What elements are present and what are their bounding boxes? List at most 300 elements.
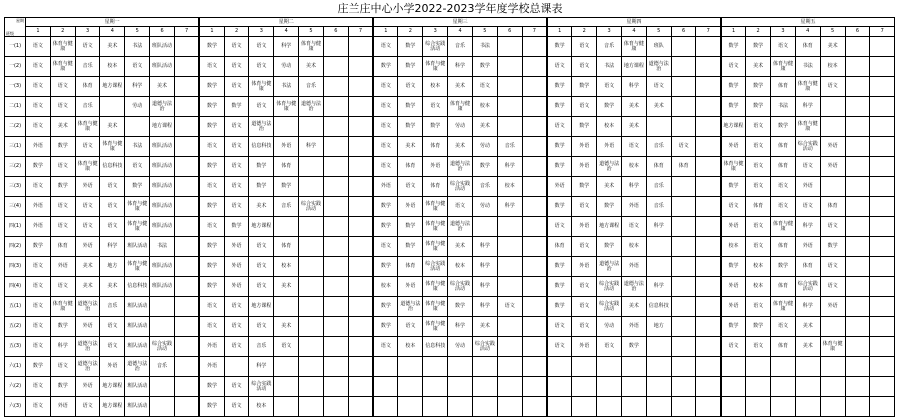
lesson-cell: 语文 xyxy=(100,217,125,237)
lesson-cell: 体育 xyxy=(398,257,423,277)
lesson-cell: 综合实践活动 xyxy=(299,197,324,217)
lesson-cell: 语文 xyxy=(100,317,125,337)
lesson-cell xyxy=(174,357,199,377)
lesson-cell xyxy=(348,337,373,357)
lesson-cell: 语文 xyxy=(50,217,75,237)
lesson-cell: 语文 xyxy=(26,257,51,277)
lesson-cell: 语文 xyxy=(721,337,746,357)
lesson-cell xyxy=(497,117,522,137)
period-number: 4 xyxy=(795,27,820,37)
period-number: 5 xyxy=(299,27,324,37)
lesson-cell xyxy=(522,37,547,57)
lesson-cell: 科学 xyxy=(125,77,150,97)
lesson-cell xyxy=(522,217,547,237)
lesson-cell: 外语 xyxy=(820,157,845,177)
class-label: 四(4) xyxy=(5,277,26,297)
lesson-cell: 书法 xyxy=(125,137,150,157)
lesson-cell xyxy=(870,257,895,277)
lesson-cell: 语文 xyxy=(50,277,75,297)
lesson-cell: 语文 xyxy=(497,297,522,317)
lesson-cell: 数学 xyxy=(572,117,597,137)
lesson-cell: 地方 xyxy=(100,257,125,277)
lesson-cell xyxy=(348,57,373,77)
period-number: 4 xyxy=(274,27,299,37)
lesson-cell: 语文 xyxy=(199,297,224,317)
lesson-cell: 语文 xyxy=(50,357,75,377)
lesson-cell: 音乐 xyxy=(646,197,671,217)
lesson-cell xyxy=(671,297,696,317)
lesson-cell: 体育与健康 xyxy=(125,197,150,217)
lesson-cell xyxy=(671,177,696,197)
lesson-cell: 语文 xyxy=(572,297,597,317)
lesson-cell: 美术 xyxy=(100,117,125,137)
lesson-cell: 数学 xyxy=(547,197,572,217)
lesson-cell xyxy=(348,117,373,137)
lesson-cell: 体育 xyxy=(795,37,820,57)
lesson-cell: 体育与健康 xyxy=(249,77,274,97)
lesson-cell xyxy=(373,377,398,397)
lesson-cell: 数学 xyxy=(199,237,224,257)
lesson-cell: 道德与法治 xyxy=(448,217,473,237)
lesson-cell xyxy=(174,217,199,237)
lesson-cell: 美术 xyxy=(75,257,100,277)
lesson-cell: 外语 xyxy=(721,297,746,317)
lesson-cell xyxy=(696,357,721,377)
lesson-cell: 综合实践活动 xyxy=(795,137,820,157)
lesson-cell xyxy=(497,257,522,277)
lesson-cell xyxy=(323,137,348,157)
lesson-cell: 语文 xyxy=(199,317,224,337)
lesson-cell: 综合实践活动 xyxy=(597,297,622,317)
lesson-cell: 班队活动 xyxy=(150,137,175,157)
lesson-cell xyxy=(597,377,622,397)
lesson-cell: 数学 xyxy=(547,297,572,317)
lesson-cell: 数学 xyxy=(721,177,746,197)
lesson-cell: 体育与健康 xyxy=(771,297,796,317)
lesson-cell xyxy=(547,377,572,397)
lesson-cell: 语文 xyxy=(820,217,845,237)
lesson-cell: 语文 xyxy=(100,197,125,217)
lesson-cell xyxy=(845,197,870,217)
class-row xyxy=(5,77,895,97)
lesson-cell: 外语 xyxy=(50,257,75,277)
lesson-cell: 数学 xyxy=(547,97,572,117)
lesson-cell: 班队活动 xyxy=(150,197,175,217)
lesson-cell: 体育与健康 xyxy=(820,337,845,357)
lesson-cell: 科学 xyxy=(50,337,75,357)
lesson-cell: 综合实践活动 xyxy=(150,337,175,357)
lesson-cell: 语文 xyxy=(547,317,572,337)
lesson-cell: 综合实践活动 xyxy=(448,177,473,197)
lesson-cell: 校本 xyxy=(721,237,746,257)
lesson-cell: 数学 xyxy=(274,177,299,197)
lesson-cell xyxy=(323,77,348,97)
lesson-cell: 数学 xyxy=(199,97,224,117)
lesson-cell: 语文 xyxy=(423,97,448,117)
lesson-cell xyxy=(870,377,895,397)
lesson-cell xyxy=(522,277,547,297)
lesson-cell: 道德与法治 xyxy=(75,297,100,317)
lesson-cell: 音乐 xyxy=(646,137,671,157)
lesson-cell: 数学 xyxy=(721,37,746,57)
period-number: 4 xyxy=(100,27,125,37)
lesson-cell: 美术 xyxy=(746,57,771,77)
lesson-cell xyxy=(820,117,845,137)
lesson-cell: 外语 xyxy=(26,137,51,157)
lesson-cell xyxy=(671,197,696,217)
lesson-cell: 外语 xyxy=(572,157,597,177)
lesson-cell: 语文 xyxy=(224,37,249,57)
lesson-cell xyxy=(597,357,622,377)
lesson-cell: 音乐 xyxy=(448,37,473,57)
lesson-cell: 音乐 xyxy=(597,37,622,57)
lesson-cell: 体育与健康 xyxy=(721,157,746,177)
lesson-cell xyxy=(448,357,473,377)
lesson-cell: 数学 xyxy=(721,317,746,337)
lesson-cell: 语文 xyxy=(771,197,796,217)
lesson-cell xyxy=(671,237,696,257)
lesson-cell: 书法 xyxy=(125,37,150,57)
lesson-cell: 外语 xyxy=(224,277,249,297)
period-number: 4 xyxy=(622,27,647,37)
lesson-cell: 语文 xyxy=(721,57,746,77)
lesson-cell: 道德与法治 xyxy=(646,57,671,77)
lesson-cell: 科学 xyxy=(622,77,647,97)
lesson-cell: 班队活动 xyxy=(150,177,175,197)
lesson-cell: 数学 xyxy=(746,77,771,97)
lesson-cell: 语文 xyxy=(373,37,398,57)
lesson-cell: 语文 xyxy=(373,337,398,357)
lesson-cell: 综合实践活动 xyxy=(423,37,448,57)
lesson-cell: 数学 xyxy=(398,37,423,57)
lesson-cell: 美术 xyxy=(249,197,274,217)
lesson-cell: 数学 xyxy=(448,297,473,317)
lesson-cell xyxy=(299,277,324,297)
lesson-cell: 地方课程 xyxy=(100,397,125,417)
lesson-cell xyxy=(423,377,448,397)
lesson-cell: 体育与健康 xyxy=(423,57,448,77)
class-label: 一(3) xyxy=(5,77,26,97)
lesson-cell xyxy=(174,77,199,97)
lesson-cell: 语文 xyxy=(572,197,597,217)
lesson-cell xyxy=(696,117,721,137)
lesson-cell xyxy=(472,357,497,377)
lesson-cell: 语文 xyxy=(398,77,423,97)
lesson-cell: 语文 xyxy=(274,337,299,357)
lesson-cell: 数学 xyxy=(746,37,771,57)
lesson-cell: 美术 xyxy=(299,57,324,77)
lesson-cell: 语文 xyxy=(373,237,398,257)
lesson-cell: 数学 xyxy=(199,37,224,57)
lesson-cell xyxy=(845,137,870,157)
lesson-cell xyxy=(870,177,895,197)
lesson-cell: 班队活动 xyxy=(150,277,175,297)
lesson-cell xyxy=(696,297,721,317)
lesson-cell xyxy=(696,337,721,357)
lesson-cell: 信息科技 xyxy=(423,337,448,357)
lesson-cell: 美术 xyxy=(622,117,647,137)
lesson-cell: 科学 xyxy=(472,297,497,317)
lesson-cell xyxy=(348,257,373,277)
lesson-cell: 体育与健康 xyxy=(423,297,448,317)
lesson-cell xyxy=(870,77,895,97)
lesson-cell: 外语 xyxy=(50,397,75,417)
lesson-cell: 劳动 xyxy=(597,317,622,337)
lesson-cell xyxy=(820,97,845,117)
lesson-cell xyxy=(646,117,671,137)
lesson-cell: 体育 xyxy=(771,237,796,257)
lesson-cell: 数学 xyxy=(26,237,51,257)
lesson-cell xyxy=(845,97,870,117)
lesson-cell: 体育与健康 xyxy=(448,97,473,117)
lesson-cell: 外语 xyxy=(721,277,746,297)
lesson-cell xyxy=(845,237,870,257)
lesson-cell: 美术 xyxy=(100,277,125,297)
lesson-cell: 语文 xyxy=(572,277,597,297)
lesson-cell xyxy=(696,317,721,337)
lesson-cell: 语文 xyxy=(26,97,51,117)
lesson-cell: 外语 xyxy=(572,137,597,157)
lesson-cell: 语文 xyxy=(646,77,671,97)
lesson-cell xyxy=(522,157,547,177)
lesson-cell: 语文 xyxy=(75,397,100,417)
lesson-cell xyxy=(845,297,870,317)
lesson-cell xyxy=(671,57,696,77)
class-label: 六(3) xyxy=(5,397,26,417)
lesson-cell: 美术 xyxy=(597,177,622,197)
period-number: 5 xyxy=(646,27,671,37)
lesson-cell: 语文 xyxy=(721,197,746,217)
lesson-cell: 美术 xyxy=(50,117,75,137)
lesson-cell: 语文 xyxy=(597,77,622,97)
class-row xyxy=(5,337,895,357)
lesson-cell: 语文 xyxy=(597,337,622,357)
lesson-cell: 道德与法治 xyxy=(448,157,473,177)
lesson-cell xyxy=(174,117,199,137)
lesson-cell: 语文 xyxy=(224,397,249,417)
lesson-cell: 数学 xyxy=(373,217,398,237)
lesson-cell: 美术 xyxy=(75,277,100,297)
lesson-cell: 外语 xyxy=(423,157,448,177)
lesson-cell: 外语 xyxy=(75,317,100,337)
lesson-cell: 语文 xyxy=(398,317,423,337)
period-number: 3 xyxy=(771,27,796,37)
lesson-cell xyxy=(522,337,547,357)
lesson-cell: 数学 xyxy=(398,217,423,237)
lesson-cell: 数学 xyxy=(771,117,796,137)
lesson-cell xyxy=(497,377,522,397)
lesson-cell xyxy=(274,117,299,137)
lesson-cell: 校本 xyxy=(472,97,497,117)
lesson-cell xyxy=(125,117,150,137)
lesson-cell xyxy=(671,117,696,137)
lesson-cell xyxy=(274,297,299,317)
lesson-cell: 体育与健康 xyxy=(75,117,100,137)
schedule-table xyxy=(4,17,895,417)
lesson-cell: 外语 xyxy=(398,277,423,297)
lesson-cell: 语文 xyxy=(224,297,249,317)
lesson-cell xyxy=(795,377,820,397)
lesson-cell xyxy=(299,357,324,377)
lesson-cell: 语文 xyxy=(671,137,696,157)
lesson-cell xyxy=(448,377,473,397)
lesson-cell: 语文 xyxy=(50,157,75,177)
lesson-cell xyxy=(696,257,721,277)
lesson-cell xyxy=(870,357,895,377)
lesson-cell xyxy=(174,237,199,257)
lesson-cell: 美术 xyxy=(274,317,299,337)
lesson-cell: 数学 xyxy=(746,317,771,337)
class-row xyxy=(5,377,895,397)
lesson-cell: 道德与法治 xyxy=(249,117,274,137)
lesson-cell: 外语 xyxy=(622,317,647,337)
lesson-cell: 语文 xyxy=(746,297,771,317)
lesson-cell: 数学 xyxy=(572,77,597,97)
lesson-cell xyxy=(348,357,373,377)
lesson-cell: 语文 xyxy=(572,57,597,77)
lesson-cell: 语文 xyxy=(572,37,597,57)
lesson-cell xyxy=(497,77,522,97)
class-row xyxy=(5,257,895,277)
lesson-cell: 语文 xyxy=(547,337,572,357)
lesson-cell: 信息科技 xyxy=(100,157,125,177)
lesson-cell: 美术 xyxy=(622,297,647,317)
lesson-cell xyxy=(845,157,870,177)
lesson-cell: 体育与健康 xyxy=(125,257,150,277)
lesson-cell: 语文 xyxy=(249,37,274,57)
lesson-cell: 数学 xyxy=(398,97,423,117)
day-header: 星期三 xyxy=(373,18,547,27)
lesson-cell: 语文 xyxy=(224,317,249,337)
lesson-cell: 道德与法治 xyxy=(75,337,100,357)
lesson-cell: 外语 xyxy=(75,237,100,257)
lesson-cell: 美术 xyxy=(795,317,820,337)
lesson-cell: 语文 xyxy=(224,57,249,77)
lesson-cell xyxy=(696,377,721,397)
lesson-cell: 外语 xyxy=(75,377,100,397)
class-label: 六(2) xyxy=(5,377,26,397)
lesson-cell: 语文 xyxy=(26,37,51,57)
lesson-cell: 体育与健康 xyxy=(423,277,448,297)
lesson-cell: 书法 xyxy=(472,37,497,57)
lesson-cell: 班队 xyxy=(646,37,671,57)
day-header: 星期五 xyxy=(721,18,895,27)
day-header-row xyxy=(5,18,895,27)
lesson-cell: 数学 xyxy=(721,97,746,117)
period-number: 7 xyxy=(696,27,721,37)
lesson-cell xyxy=(348,37,373,57)
lesson-cell: 语文 xyxy=(547,117,572,137)
lesson-cell xyxy=(348,177,373,197)
lesson-cell xyxy=(870,137,895,157)
lesson-cell: 科学 xyxy=(100,237,125,257)
lesson-cell: 数学 xyxy=(423,117,448,137)
lesson-cell xyxy=(174,197,199,217)
lesson-cell xyxy=(174,177,199,197)
lesson-cell: 科学 xyxy=(795,97,820,117)
lesson-cell: 数学 xyxy=(249,177,274,197)
lesson-cell: 外语 xyxy=(795,177,820,197)
lesson-cell: 数学 xyxy=(199,377,224,397)
lesson-cell: 美术 xyxy=(100,37,125,57)
lesson-cell: 语文 xyxy=(26,377,51,397)
period-number: 6 xyxy=(323,27,348,37)
lesson-cell xyxy=(671,257,696,277)
lesson-cell: 美术 xyxy=(448,137,473,157)
lesson-cell xyxy=(174,157,199,177)
lesson-cell: 体育与健康 xyxy=(423,317,448,337)
period-number: 2 xyxy=(50,27,75,37)
lesson-cell xyxy=(671,377,696,397)
lesson-cell: 外语 xyxy=(572,337,597,357)
lesson-cell: 语文 xyxy=(249,237,274,257)
lesson-cell: 数学 xyxy=(398,117,423,137)
lesson-cell xyxy=(622,377,647,397)
lesson-cell xyxy=(671,317,696,337)
lesson-cell: 数学 xyxy=(373,197,398,217)
lesson-cell xyxy=(348,137,373,157)
lesson-cell: 美术 xyxy=(448,77,473,97)
lesson-cell: 音乐 xyxy=(249,337,274,357)
lesson-cell: 数学 xyxy=(547,257,572,277)
lesson-cell xyxy=(299,337,324,357)
lesson-cell: 语文 xyxy=(50,97,75,117)
lesson-cell: 美术 xyxy=(646,97,671,117)
lesson-cell: 班队活动 xyxy=(150,37,175,57)
lesson-cell xyxy=(870,217,895,237)
lesson-cell xyxy=(497,217,522,237)
lesson-cell: 外语 xyxy=(274,137,299,157)
lesson-cell: 体育 xyxy=(646,157,671,177)
lesson-cell: 信息科技 xyxy=(125,277,150,297)
class-row xyxy=(5,197,895,217)
lesson-cell xyxy=(497,57,522,77)
lesson-cell: 数学 xyxy=(224,217,249,237)
period-number: 1 xyxy=(547,27,572,37)
lesson-cell xyxy=(174,57,199,77)
lesson-cell xyxy=(671,77,696,97)
lesson-cell xyxy=(795,357,820,377)
lesson-cell xyxy=(696,217,721,237)
lesson-cell: 体育与健康 xyxy=(795,77,820,97)
lesson-cell: 体育 xyxy=(795,257,820,277)
lesson-cell xyxy=(323,97,348,117)
class-row xyxy=(5,217,895,237)
lesson-cell: 体育 xyxy=(50,237,75,257)
lesson-cell xyxy=(348,157,373,177)
lesson-cell xyxy=(870,117,895,137)
lesson-cell: 语文 xyxy=(249,257,274,277)
lesson-cell: 数学 xyxy=(597,197,622,217)
lesson-cell xyxy=(299,377,324,397)
lesson-cell xyxy=(497,337,522,357)
lesson-cell: 外语 xyxy=(373,177,398,197)
lesson-cell: 语文 xyxy=(100,337,125,357)
lesson-cell xyxy=(323,57,348,77)
lesson-cell: 语文 xyxy=(249,57,274,77)
lesson-cell: 体育 xyxy=(771,77,796,97)
period-number: 2 xyxy=(398,27,423,37)
lesson-cell: 数学 xyxy=(199,117,224,137)
lesson-cell xyxy=(845,317,870,337)
lesson-cell: 语文 xyxy=(448,197,473,217)
class-label: 五(2) xyxy=(5,317,26,337)
lesson-cell: 数学 xyxy=(398,237,423,257)
lesson-cell: 语文 xyxy=(125,57,150,77)
lesson-cell: 数学 xyxy=(572,177,597,197)
lesson-cell: 数学 xyxy=(199,257,224,277)
lesson-cell xyxy=(646,237,671,257)
